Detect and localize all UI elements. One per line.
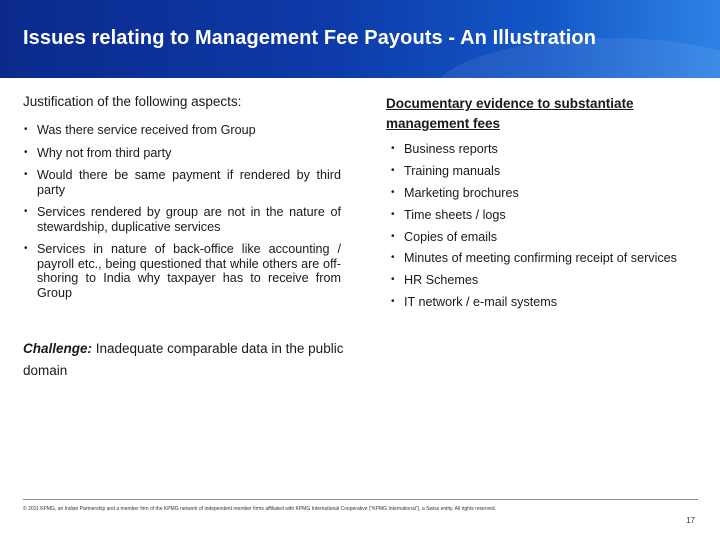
page-number: 17	[686, 516, 695, 525]
list-item: • Would there be same payment if rendered by third party	[24, 168, 341, 197]
bullet-icon: •	[391, 208, 395, 220]
justification-heading: Justification of the following aspects:	[23, 94, 242, 109]
list-item: • Training manuals	[391, 163, 501, 178]
list-item: • Time sheets / logs	[391, 207, 506, 222]
evidence-list	[390, 142, 716, 310]
bullet-icon: •	[391, 164, 395, 176]
bullet-icon: •	[391, 274, 395, 286]
justification-column	[23, 94, 341, 308]
challenge-text: Inadequate comparable data in the public domain	[23, 341, 344, 378]
list-item: • Why not from third party	[24, 145, 172, 160]
list-item: • IT network / e-mail systems	[391, 295, 558, 310]
bullet-icon: •	[24, 243, 28, 254]
bullet-icon: •	[24, 206, 28, 217]
copyright-notice: © 2011 KPMG, an Indian Partnership and a member firm of the KPMG network of independent member firms affiliated with KPMG International Cooperative (“KPMG International”), a Swiss entity. All rights reserved.	[23, 506, 497, 512]
bullet-icon: •	[24, 124, 28, 135]
bullet-icon: •	[24, 169, 28, 180]
challenge-note	[23, 338, 353, 382]
bullet-icon: •	[24, 146, 28, 158]
challenge-label: Challenge:	[23, 341, 93, 356]
bullet-icon: •	[391, 296, 395, 308]
list-item: • Was there service received from Group	[24, 123, 256, 137]
slide-title: Issues relating to Management Fee Payouts - An Illustration	[23, 27, 597, 49]
bullet-icon: •	[391, 143, 395, 154]
list-item: • Services in nature of back-office like accounting / payroll etc., being questioned that while others are off-shoring to India why taxpayer has to receive from Group	[24, 242, 341, 300]
justification-list	[23, 123, 341, 300]
footer-divider	[23, 499, 698, 500]
bullet-icon: •	[391, 230, 395, 242]
slide-header	[0, 0, 720, 78]
bullet-icon: •	[391, 186, 395, 198]
list-item: • Marketing brochures	[391, 185, 519, 200]
evidence-column	[386, 94, 716, 317]
evidence-heading: Documentary evidence to substantiate management fees	[386, 96, 634, 131]
list-item: • Copies of emails	[391, 229, 498, 244]
list-item: • Business reports	[391, 142, 498, 156]
list-item: • Minutes of meeting confirming receipt of services	[391, 251, 677, 266]
bullet-icon: •	[391, 252, 395, 264]
list-item: • Services rendered by group are not in the nature of stewardship, duplicative services	[24, 205, 341, 234]
list-item: • HR Schemes	[391, 273, 479, 288]
